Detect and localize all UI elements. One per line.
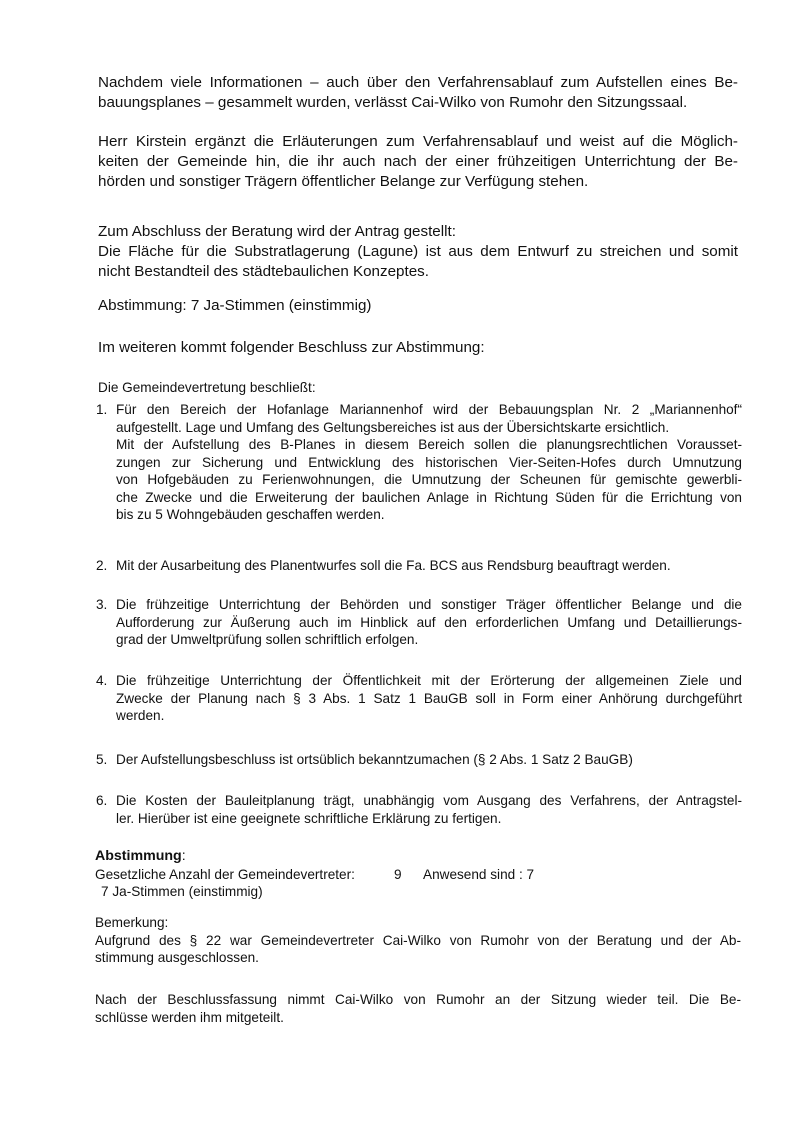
- text-line: Mit der Ausarbeitung des Planentwurfes soll die Fa. BCS aus Rendsburg beauftragt werden.: [116, 558, 671, 573]
- text-line: stimmung ausgeschlossen.: [95, 950, 259, 965]
- text-line: bauungsplanes – gesammelt wurden, verlässt Cai-Wilko von Rumohr den Sitzungssaal.: [98, 94, 688, 111]
- text-line: Aufgrund des § 22 war Gemeindevertreter Cai-Wilko von Rumohr von der Beratung und der Ab-: [95, 932, 741, 948]
- text-line: von Hofgebäuden zu Ferienwohnungen, die Umnutzung der Scheunen für gemischte gewerbli-: [116, 472, 742, 487]
- intro-text: Im weiteren kommt folgender Beschluss zur Abstimmung:: [98, 339, 485, 356]
- resolution-item-1: [96, 401, 742, 524]
- vote-heading-colon: :: [181, 848, 186, 864]
- item-number: 2.: [96, 558, 108, 573]
- closing-paragraph: [95, 991, 741, 1026]
- vote-result-resolution: [95, 848, 741, 901]
- resolution-item-4: [96, 672, 742, 725]
- vote-text: Abstimmung: 7 Ja-Stimmen (einstimmig): [98, 297, 372, 314]
- item-number: 6.: [96, 793, 108, 808]
- resolution-item-2: [96, 557, 742, 575]
- paragraph-procedure-info: [98, 73, 738, 113]
- paragraph-kirstein: [98, 132, 738, 192]
- resolution-item-5: [96, 751, 742, 769]
- vote-result-motion: [98, 296, 738, 316]
- item-number: 1.: [96, 402, 108, 417]
- text-line: Für den Bereich der Hofanlage Mariannenhof wird der Bebauungsplan Nr. 2 „Mariannenhof“: [116, 402, 742, 417]
- resolution-heading: [98, 379, 738, 397]
- text-line: schlüsse werden ihm mitgeteilt.: [95, 1009, 284, 1025]
- text-line: nicht Bestandteil des städtebaulichen Konzeptes.: [98, 263, 429, 280]
- text-line: Nach der Beschlussfassung nimmt Cai-Wilko von Rumohr an der Sitzung wieder teil. Die Be-: [95, 992, 741, 1007]
- text-line: Zum Abschluss der Beratung wird der Antrag gestellt:: [98, 223, 456, 240]
- text-line: Die Fläche für die Substratlagerung (Lagune) ist aus dem Entwurf zu streichen und somit: [98, 243, 738, 260]
- resolution-item-3: [96, 596, 742, 649]
- remark-heading: Bemerkung:: [95, 915, 169, 930]
- resolution-item-6: [96, 792, 742, 827]
- present-count: Anwesend sind : 7: [423, 866, 535, 882]
- vote-heading: [95, 848, 741, 866]
- text-line: Mit der Aufstellung des B-Planes in diesem Bereich sollen die planungsrechtlichen Vorausset-: [116, 437, 742, 452]
- item-number: 3.: [96, 597, 108, 612]
- text-line: Zwecke der Planung nach § 3 Abs. 1 Satz 1 BauGB soll in Form einer Anhörung durchgeführt: [116, 690, 742, 706]
- text-line: Die frühzeitige Unterrichtung der Öffentlichkeit mit der Erörterung der allgemeinen Ziele und: [116, 673, 742, 688]
- text-line: werden.: [116, 708, 165, 723]
- vote-heading-label: Abstimmung: [95, 848, 182, 864]
- text-line: zungen zur Sicherung und Entwicklung des historischen Vier-Seiten-Hofes durch Umnutzung: [116, 454, 742, 470]
- text-line: grad der Umweltprüfung sollen schriftlich erfolgen.: [116, 632, 419, 647]
- heading-text: Die Gemeindevertretung beschließt:: [98, 380, 316, 395]
- text-line: bis zu 5 Wohngebäuden geschaffen werden.: [116, 507, 385, 522]
- yes-votes-text: 7 Ja-Stimmen (einstimmig): [101, 884, 263, 899]
- text-line: Der Aufstellungsbeschluss ist ortsüblich bekanntzumachen (§ 2 Abs. 1 Satz 2 BauGB): [116, 752, 633, 767]
- text-line: hörden und sonstiger Trägern öffentlicher Belange zur Verfügung stehen.: [98, 173, 589, 190]
- text-line: keiten der Gemeinde hin, die ihr auch nach der einer frühzeitigen Unterrichtung der Be-: [98, 153, 738, 170]
- text-line: Herr Kirstein ergänzt die Erläuterungen zum Verfahrensablauf und weist auf die Möglich-: [98, 133, 738, 150]
- text-line: Die Kosten der Bauleitplanung trägt, unabhängig vom Ausgang des Verfahrens, der Antragstel-: [116, 793, 742, 808]
- text-line: Aufforderung zur Äußerung auch im Hinblick auf den erforderlichen Umfang und Detaillierungs-: [116, 614, 742, 630]
- vote-yes-line: [101, 883, 741, 901]
- paragraph-motion: [98, 222, 738, 282]
- text-line: aufgestellt. Lage und Umfang des Geltungsbereiches ist aus der Übersichtskarte ersichtlich.: [116, 419, 670, 435]
- text-line: che Zwecke und die Erweiterung der baulichen Anlage in Richtung Süden für die Errichtung von: [116, 489, 742, 505]
- item-number: 5.: [96, 752, 108, 767]
- legal-count-value: 9: [394, 866, 402, 882]
- remark-section: [95, 914, 741, 967]
- vote-count-line: [95, 866, 741, 884]
- text-line: Die frühzeitige Unterrichtung der Behörden und sonstiger Träger öffentlicher Belange und die: [116, 597, 742, 612]
- item-number: 4.: [96, 673, 108, 688]
- text-line: ler. Hierüber ist eine geeignete schriftliche Erklärung zu fertigen.: [116, 810, 502, 826]
- text-line: Nachdem viele Informationen – auch über den Verfahrensablauf zum Aufstellen eines Be-: [98, 74, 738, 91]
- legal-count-label: Gesetzliche Anzahl der Gemeindevertreter:: [95, 866, 355, 882]
- resolution-intro: [98, 338, 738, 358]
